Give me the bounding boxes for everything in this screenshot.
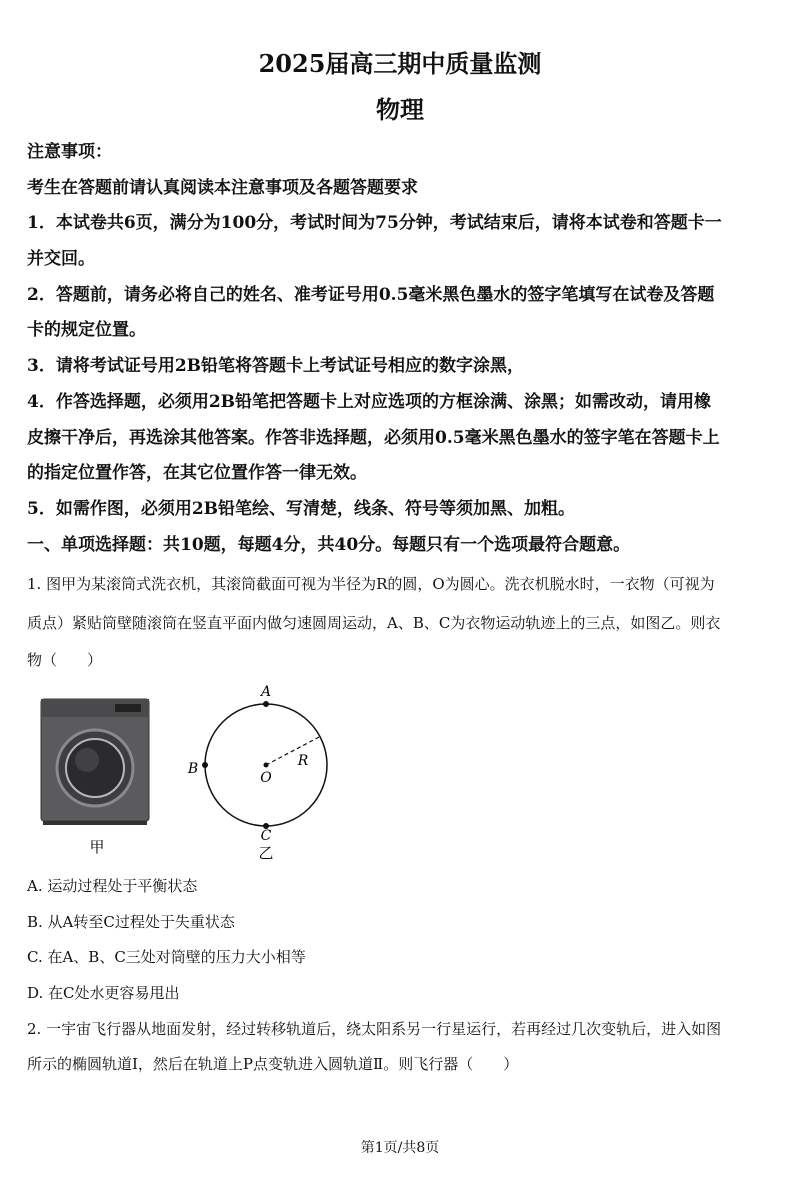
question-2-line: 2. 一宇宙飞行器从地面发射，经过转移轨道后，绕太阳系另一行星运行，若再经过几次变轨后，进入如图	[27, 1020, 722, 1038]
option-a: A. 运动过程处于平衡状态	[27, 877, 198, 895]
notice-line: 4．作答选择题，必须用2B铅笔把答题卡上对应选项的方框涂满、涂黑；如需改动，请用橡	[27, 392, 712, 412]
notice-line: 5．如需作图，必须用2B铅笔绘、写清楚，线条、符号等须加黑、加粗。	[27, 499, 576, 519]
center-point	[264, 763, 269, 768]
section-heading: 一、单项选择题：共10题，每题4分，共40分。每题只有一个选项最符合题意。	[27, 535, 631, 555]
circle-diagram	[185, 680, 355, 865]
fig-label-jia: 甲	[89, 838, 105, 856]
question-1-line: 质点）紧贴筒壁随滚筒在竖直平面内做匀速圆周运动，A、B、C为衣物运动轨迹上的三点，如图乙。则衣	[27, 614, 721, 632]
question-1-line: 1. 图甲为某滚筒式洗衣机，其滚筒截面可视为半径为R的圆，O为圆心。洗衣机脱水时，一衣物（可视为	[27, 575, 715, 593]
notice-heading: 注意事项：	[27, 142, 112, 162]
display-panel	[115, 704, 141, 712]
notice-line: 3．请将考试证号用2B铅笔将答题卡上考试证号相应的数字涂黑，	[27, 356, 525, 376]
label-b: B	[187, 761, 199, 777]
notice-line: 1．本试卷共6页，满分为100分，考试时间为75分钟，考试结束后，请将本试卷和答题卡一	[27, 213, 722, 233]
notice-intro: 考生在答题前请认真阅读本注意事项及各题答题要求	[27, 178, 418, 198]
label-o: O	[260, 770, 272, 786]
exam-title: 2025届高三期中质量监测	[258, 49, 542, 78]
point-a	[263, 701, 269, 707]
point-b	[202, 762, 208, 768]
question-2-line: 所示的椭圆轨道Ⅰ，然后在轨道上P点变轨进入圆轨道Ⅱ。则飞行器（ ）	[27, 1055, 519, 1073]
notice-line: 并交回。	[27, 249, 95, 269]
label-a: A	[260, 684, 272, 700]
notice-line: 皮擦干净后，再选涂其他答案。作答非选择题，必须用0.5毫米黑色墨水的签字笔在答题卡上	[27, 428, 720, 448]
notice-line: 的指定位置作答，在其它位置作答一律无效。	[27, 463, 367, 483]
notice-line: 2．答题前，请务必将自己的姓名、准考证号用0.5毫米黑色墨水的签字笔填写在试卷及答题	[27, 285, 715, 305]
question-1-line: 物（ ）	[27, 651, 103, 669]
radius-line	[266, 736, 321, 765]
option-c: C. 在A、B、C三处对筒壁的压力大小相等	[27, 948, 306, 966]
machine-base	[43, 821, 147, 825]
label-r: R	[297, 753, 309, 769]
glass-reflection	[75, 748, 99, 772]
notice-line: 卡的规定位置。	[27, 320, 146, 340]
option-b: B. 从A转至C过程处于失重状态	[27, 913, 235, 931]
page-number: 第1页/共8页	[360, 1140, 440, 1156]
option-d: D. 在C处水更容易甩出	[27, 984, 180, 1002]
washing-machine-figure	[35, 695, 160, 860]
subject-title: 物理	[376, 95, 424, 124]
fig-label-yi: 乙	[258, 844, 274, 862]
label-c: C	[260, 828, 272, 844]
